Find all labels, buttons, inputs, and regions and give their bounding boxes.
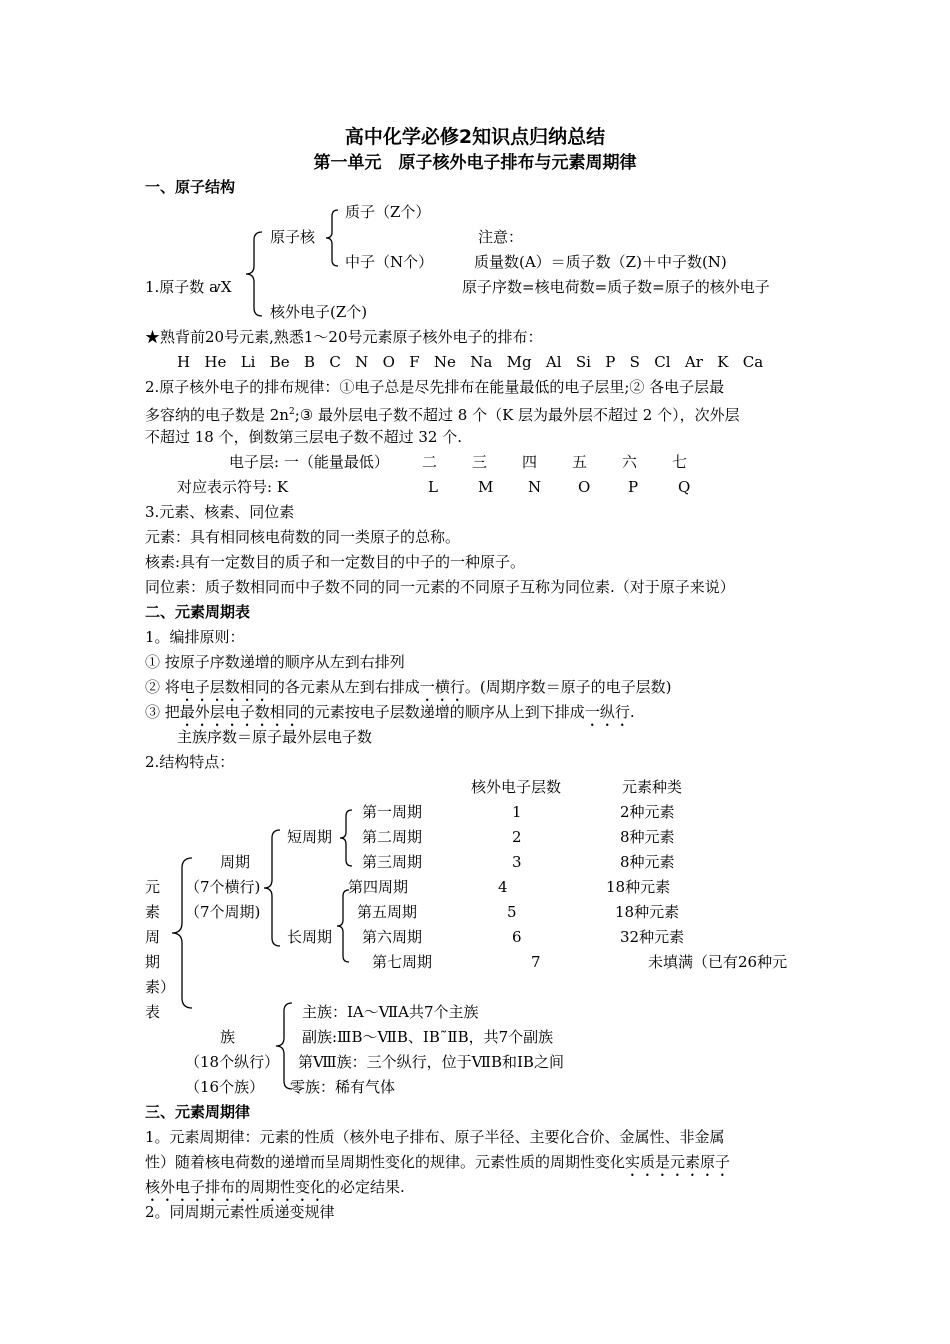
col-header-shells: 核外电子层数 xyxy=(471,778,562,796)
principle-1: ① 按原子序数递增的顺序从左到右排列 xyxy=(145,653,405,671)
period-row-1-layers: 1 xyxy=(512,803,522,821)
symbol-label: 对应表示符号: K xyxy=(177,478,289,496)
brace-short xyxy=(338,810,356,866)
side-char-1: 元 xyxy=(145,878,161,896)
side-char-6: 表 xyxy=(145,1003,161,1021)
period-row-3-kinds: 8种元素 xyxy=(620,853,675,871)
structure-title: 2.结构特点： xyxy=(145,753,235,771)
short-period-label: 短周期 xyxy=(287,828,333,846)
period-row-7-name: 第七周期 xyxy=(372,953,433,971)
brace-atom xyxy=(246,232,266,316)
period-row-4-layers: 4 xyxy=(498,878,508,896)
star-line: ★熟背前20号元素,熟悉1～20号元素原子核外电子的排布： xyxy=(145,328,543,346)
group-sub: 副族:ⅢB～ⅦB、ⅠB˜ⅡB，共7个副族 xyxy=(302,1028,554,1046)
principle-2: ② 将电子层数相同的各元素从左到右排成一横行。(周期序数＝原子的电子层数) xyxy=(145,678,672,696)
law-line-4: 2。同周期元素性质递变规律 xyxy=(145,1203,335,1221)
period-row-1-name: 第一周期 xyxy=(362,803,423,821)
shell-6: 六 xyxy=(622,453,638,471)
isotope-definition: 同位素：质子数相同而中子数不同的同一元素的不同原子互称为同位素.（对于原子来说） xyxy=(145,578,735,596)
symbol-Q: Q xyxy=(678,478,691,496)
side-char-5: 素） xyxy=(145,978,176,996)
symbol-M: M xyxy=(478,478,494,496)
period-row-2-name: 第二周期 xyxy=(362,828,423,846)
shell-7: 七 xyxy=(672,453,688,471)
group-zero: 零族：稀有气体 xyxy=(290,1078,396,1096)
col-header-kinds: 元素种类 xyxy=(622,778,683,796)
symbol-O: O xyxy=(578,478,591,496)
period-row-4-kinds: 18种元素 xyxy=(606,878,671,896)
law-line-2: 性）随着核电荷数的递增而呈周期性变化的规律。元素性质的周期性变化实质是元素原子 xyxy=(145,1153,731,1171)
section-heading-periodic-table: 二、元素周期表 xyxy=(145,603,251,621)
group-viii: 第Ⅷ族：三个纵行，位于ⅦB和ⅠB之间 xyxy=(298,1053,564,1071)
shell-5: 五 xyxy=(572,453,588,471)
period-label: 周期 xyxy=(220,853,251,871)
main-group-rule: 主族序数＝原子最外层电子数 xyxy=(177,728,373,746)
period-row-5-name: 第五周期 xyxy=(357,903,418,921)
shell-4: 四 xyxy=(522,453,538,471)
period-row-4-name: 第四周期 xyxy=(348,878,409,896)
symbol-N: N xyxy=(528,478,542,496)
element-list: H He Li Be B C N O F Ne Na Mg Al Si P S Cl Ar K Ca xyxy=(177,353,764,371)
period-row-1-kinds: 2种元素 xyxy=(620,803,675,821)
symbol-L: L xyxy=(428,478,438,496)
law-line-1: 1。元素周期律：元素的性质（核外电子排布、原子半径、主要化合价、金属性、非金属 xyxy=(145,1128,725,1146)
side-char-2: 素 xyxy=(145,903,161,921)
group-main: 主族：ⅠA～ⅦA共7个主族 xyxy=(302,1003,479,1021)
shell-label: 电子层: 一（能量最低） xyxy=(229,453,389,471)
brace-group xyxy=(276,1003,296,1089)
period-row-5-layers: 5 xyxy=(507,903,517,921)
atomic-number-label: 1.原子数 ꜹX xyxy=(145,278,232,296)
brace-period xyxy=(264,830,284,946)
shell-3: 三 xyxy=(472,453,488,471)
period-row-7-kinds: 未填满（已有26种元 xyxy=(648,953,788,971)
neutron-label: 中子（N个） xyxy=(345,253,434,271)
principle-3: ③ 把最外层电子数相同的元素按电子层数递增的顺序从上到下排成一纵行. xyxy=(145,703,635,721)
section-heading-periodic-law: 三、元素周期律 xyxy=(145,1103,251,1121)
period-row-6-layers: 6 xyxy=(512,928,522,946)
note-label: 注意： xyxy=(478,228,524,246)
period-row-7-layers: 7 xyxy=(531,953,541,971)
shell-2: 二 xyxy=(422,453,438,471)
law-line-3: 核外电子排布的周期性变化的必定结果. xyxy=(145,1178,405,1196)
principle-title: 1。编排原则： xyxy=(145,628,245,646)
nucleus-label: 原子核 xyxy=(270,228,316,246)
nuclide-definition: 核素:具有一定数目的质子和一定数目的中子的一种原子。 xyxy=(145,553,526,571)
rule-line-1: 2.原子核外电子的排布规律：①电子总是尽先排布在能量最低的电子层里;② 各电子层最 xyxy=(145,378,725,396)
brace-nucleus xyxy=(324,210,342,266)
brace-long xyxy=(335,890,353,962)
group-note-1: （18个纵行） xyxy=(185,1053,280,1071)
period-row-5-kinds: 18种元素 xyxy=(615,903,680,921)
period-row-2-kinds: 8种元素 xyxy=(620,828,675,846)
period-row-3-name: 第三周期 xyxy=(362,853,423,871)
side-char-4: 期 xyxy=(145,953,161,971)
proton-label: 质子（Z个） xyxy=(345,203,431,221)
symbol-P: P xyxy=(628,478,639,496)
electrons-label: 核外电子(Z个) xyxy=(270,303,368,321)
page-title: 高中化学必修2知识点归纳总结 xyxy=(344,126,606,148)
page-subtitle: 第一单元 原子核外电子排布与元素周期律 xyxy=(313,153,637,173)
period-row-6-name: 第六周期 xyxy=(362,928,423,946)
period-row-3-layers: 3 xyxy=(512,853,522,871)
period-note-1: （7个横行) xyxy=(185,878,261,896)
group-label: 族 xyxy=(220,1028,236,1046)
rule-line-3: 不超过 18 个，倒数第三层电子数不超过 32 个. xyxy=(145,428,463,446)
long-period-label: 长周期 xyxy=(287,928,333,946)
section-heading-atomic-structure: 一、原子结构 xyxy=(145,178,236,196)
element-definition: 元素：具有相同核电荷数的同一类原子的总称。 xyxy=(145,528,461,546)
side-char-3: 周 xyxy=(145,928,161,946)
period-row-6-kinds: 32种元素 xyxy=(620,928,685,946)
period-note-2: （7个周期) xyxy=(185,903,261,921)
atomic-symbol: ꜹX xyxy=(209,278,232,296)
mass-number-formula: 质量数(A）＝质子数（Z)＋中子数(N) xyxy=(474,253,727,271)
group-note-2: （16个族） xyxy=(185,1078,265,1096)
rule-line-2: 多容纳的电子数是 $2n^2;③$ 最外层电子数不超过 8 个（K 层为最外层不超过 2 个），次外层 xyxy=(145,406,740,424)
ordinal-formula: 原子序数=核电荷数=质子数=原子的核外电子 xyxy=(462,278,770,296)
s1-3-title: 3.元素、核素、同位素 xyxy=(145,503,295,521)
period-row-2-layers: 2 xyxy=(512,828,522,846)
